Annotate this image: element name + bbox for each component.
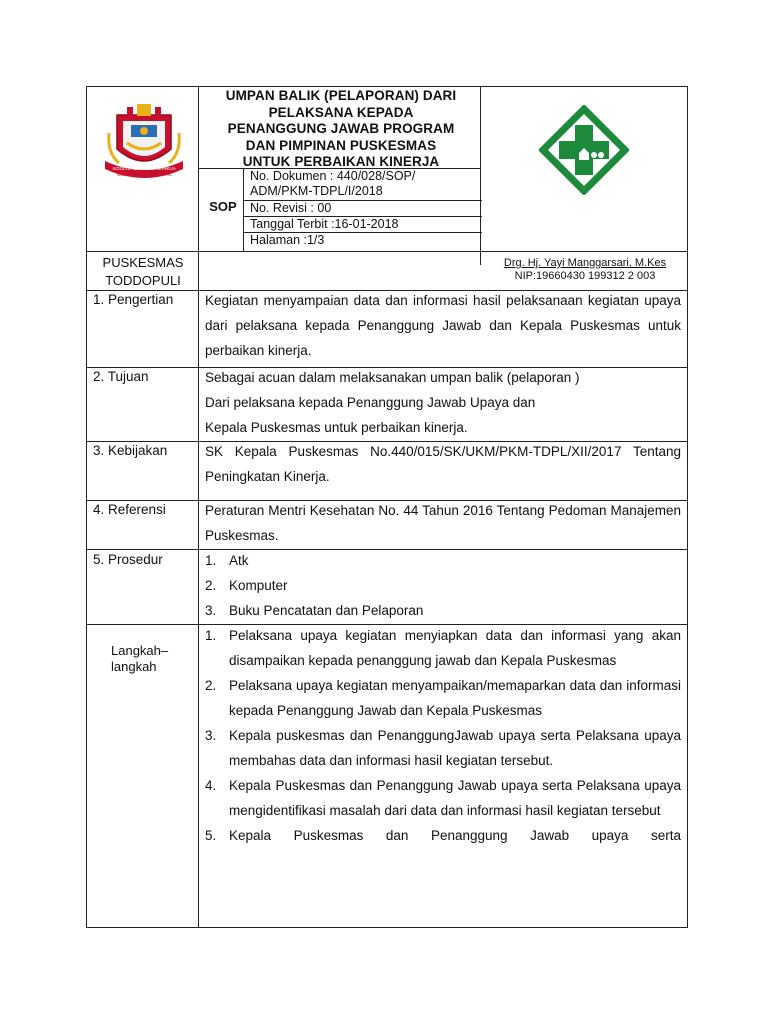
list-item: 1. Atk: [205, 553, 249, 568]
list-item: 2. Pelaksana upaya kegiatan menyampaikan/memaparkan data dan informasi kepada Penanggung Jawab dan Kepala Puskesmas: [205, 678, 681, 718]
title-line: UNTUK PERBAIKAN KINERJA: [242, 154, 440, 169]
doc-issue-date: Tanggal Terbit :16-01-2018: [250, 217, 399, 231]
svg-text:SAMBANG BURAH MAIRA HA: SAMBANG BURAH MAIRA HA: [116, 172, 172, 177]
section-label-tujuan: 2. Tujuan: [93, 369, 149, 384]
list-item: 1. Pelaksana upaya kegiatan menyiapkan data dan informasi yang akan disampaikan kepada penanggung jawab dan Kepala Puskesmas: [205, 628, 681, 668]
pengertian-text: Kegiatan menyampaian data dan informasi hasil pelaksanaan kegiatan upaya dari pelaksana kepada Penanggung Jawab dan Kepala Puskesmas untuk perbaikan kinerja.: [205, 293, 681, 358]
puskesmas-name: [93, 254, 193, 290]
kebijakan-text: SK Kepala Puskesmas No.440/015/SK/UKM/PKM-TDPL/XII/2017 Tentang Peningkatan Kinerja.: [205, 444, 681, 484]
list-item: 4. Kepala Puskesmas dan Penanggung Jawab upaya serta Pelaksana upaya mengidentifikasi masalah dari data dan informasi hasil kegiatan tersebut: [205, 778, 681, 818]
langkah-label-line: langkah: [111, 659, 157, 674]
document-info-box: [243, 168, 481, 251]
section-label-pengertian: 1. Pengertian: [93, 292, 174, 307]
document-title: [201, 88, 481, 171]
title-line: UMPAN BALIK (PELAPORAN) DARI: [225, 88, 457, 103]
list-item: 3. Buku Pencatatan dan Pelaporan: [205, 603, 424, 618]
langkah-list: [205, 623, 681, 848]
list-item: 5. Kepala Puskesmas dan Penanggung Jawab upaya serta: [205, 828, 681, 843]
section-label-langkah: [111, 643, 168, 675]
signer-nip: NIP:19660430 199312 2 003: [514, 270, 656, 282]
header-bottom-line: [87, 251, 687, 252]
title-line: PELAKSANA KEPADA: [268, 104, 414, 120]
tujuan-line: Sebagai acuan dalam melaksanakan umpan balik (pelaporan ): [205, 370, 580, 385]
doc-number: No. Dokumen : 440/028/SOP/: [250, 169, 416, 183]
doc-number-cont: ADM/PKM-TDPL/I/2018: [250, 184, 383, 198]
doc-page: Halaman :1/3: [250, 233, 325, 247]
list-item: 3. Kepala puskesmas dan PenanggungJawab upaya serta Pelaksana upaya membahas data dan informasi hasil kegiatan tersebut.: [205, 728, 681, 768]
signature-block: [483, 257, 687, 283]
doc-revision: No. Revisi : 00: [250, 201, 332, 215]
tujuan-text: [205, 365, 681, 440]
referensi-text: Peraturan Mentri Kesehatan No. 44 Tahun 2016 Tentang Pedoman Manajemen Puskesmas.: [205, 503, 681, 543]
puskesmas-cross-icon: [539, 105, 629, 195]
column-divider: [198, 87, 199, 928]
title-line: DAN PIMPINAN PUSKESMAS: [245, 137, 437, 153]
sop-document: [86, 86, 688, 928]
puskesmas-name-line: TODDOPULI: [105, 273, 181, 288]
title-line: PENANGGUNG JAWAB PROGRAM: [227, 121, 455, 136]
langkah-label-line: Langkah–: [111, 643, 169, 658]
section-label-kebijakan: 3. Kebijakan: [93, 443, 168, 458]
svg-text:SIDOLI LABAN TURAWANKUA: SIDOLI LABAN TURAWANKUA: [112, 166, 176, 171]
tujuan-line: Kepala Puskesmas untuk perbaikan kinerja.: [205, 420, 468, 435]
list-item: 2. Komputer: [205, 578, 288, 593]
section-label-referensi: 4. Referensi: [93, 502, 166, 517]
puskesmas-logo: [539, 105, 629, 195]
regency-logo: [97, 103, 191, 181]
prosedur-list: [205, 548, 681, 623]
puskesmas-name-line: PUSKESMAS: [102, 255, 184, 270]
section-label-prosedur: 5. Prosedur: [93, 552, 163, 567]
sop-label: SOP: [209, 199, 237, 214]
tujuan-line: Dari pelaksana kepada Penanggung Jawab Upaya dan: [205, 395, 536, 410]
regency-crest-icon: [97, 103, 191, 181]
signer-name: Drg. Hj. Yayi Manggarsari, M.Kes: [503, 257, 667, 269]
